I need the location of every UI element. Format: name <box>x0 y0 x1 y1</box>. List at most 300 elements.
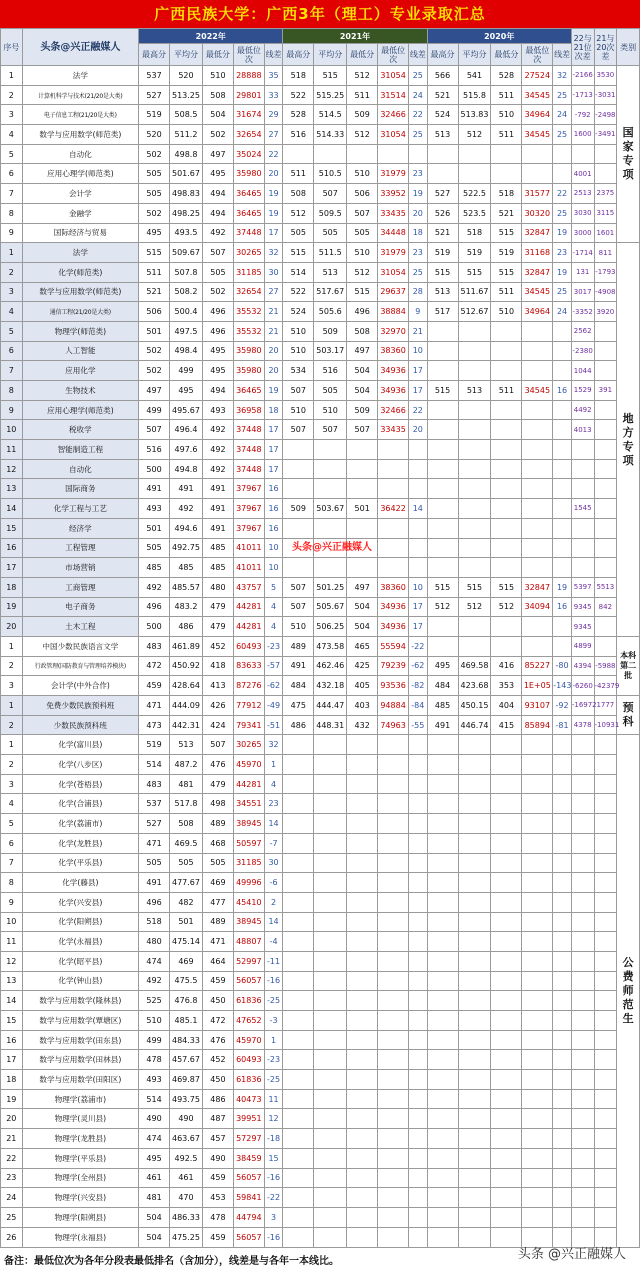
table-cell: 7 <box>1 853 23 873</box>
table-cell <box>347 833 378 853</box>
table-cell <box>409 1109 428 1129</box>
table-cell <box>571 440 594 460</box>
table-cell <box>347 971 378 991</box>
table-cell: 483 <box>139 636 170 656</box>
table-cell <box>458 636 491 656</box>
table-cell: 30265 <box>233 735 264 755</box>
table-cell <box>491 932 522 952</box>
major-name: 物理学(阳朔县) <box>22 1207 138 1227</box>
table-cell <box>522 538 553 558</box>
table-cell: 497.5 <box>170 321 203 341</box>
table-cell <box>283 1207 314 1227</box>
table-cell: 16 <box>264 499 283 519</box>
table-row <box>1 1168 640 1188</box>
table-cell: 485 <box>170 558 203 578</box>
major-name: 应用化学 <box>22 361 138 381</box>
table-cell <box>427 991 458 1011</box>
table-cell: 461 <box>139 1168 170 1188</box>
header-index: 序号 <box>1 29 23 66</box>
major-name: 数学与应用数学(师范类) <box>22 125 138 145</box>
table-row <box>1 853 640 873</box>
table-cell: 459 <box>139 676 170 696</box>
major-name: 化学(兴安县) <box>22 892 138 912</box>
table-cell <box>409 774 428 794</box>
table-cell: -49 <box>264 696 283 716</box>
table-cell: 50597 <box>233 833 264 853</box>
table-cell: 515 <box>427 577 458 597</box>
table-cell <box>458 1227 491 1247</box>
table-cell <box>594 794 617 814</box>
table-row <box>1 814 640 834</box>
table-cell: 463.67 <box>170 1129 203 1149</box>
table-cell: 528 <box>491 66 522 86</box>
table-cell <box>347 951 378 971</box>
table-cell: 484 <box>283 676 314 696</box>
table-cell: 510 <box>347 243 378 263</box>
table-cell: 479 <box>202 774 233 794</box>
table-cell: 508 <box>347 321 378 341</box>
table-cell: 461 <box>170 1168 203 1188</box>
table-cell: 495 <box>427 656 458 676</box>
table-cell: 44794 <box>233 1207 264 1227</box>
table-cell: 25 <box>553 282 572 302</box>
table-cell: 502 <box>139 341 170 361</box>
table-cell <box>491 1011 522 1031</box>
table-cell: 1 <box>1 696 23 716</box>
table-cell <box>458 735 491 755</box>
major-name: 免费少数民族预科班 <box>22 696 138 716</box>
table-cell: 20 <box>1 1109 23 1129</box>
table-cell <box>594 853 617 873</box>
table-row <box>1 1109 640 1129</box>
table-cell: 497.6 <box>170 440 203 460</box>
table-cell: 36465 <box>233 381 264 401</box>
table-cell: 479 <box>202 617 233 637</box>
table-cell: 510 <box>283 400 314 420</box>
table-cell <box>594 991 617 1011</box>
table-cell: 5 <box>1 321 23 341</box>
table-cell <box>427 1070 458 1090</box>
table-cell: 418 <box>202 656 233 676</box>
table-cell <box>491 794 522 814</box>
table-cell: 490 <box>202 1148 233 1168</box>
table-cell <box>314 440 347 460</box>
table-cell <box>553 1030 572 1050</box>
table-cell: 23 <box>409 164 428 184</box>
table-cell: 496 <box>202 321 233 341</box>
table-cell <box>314 833 347 853</box>
table-cell: 518 <box>458 223 491 243</box>
table-cell: 27 <box>264 125 283 145</box>
table-cell: 25 <box>553 203 572 223</box>
table-cell: 509.5 <box>314 203 347 223</box>
table-cell <box>491 164 522 184</box>
footer-note: 备注：最低位次为各年分段表最低排名（含加分），线差是与各年一本线比。 <box>0 1248 640 1275</box>
table-cell: 481 <box>170 774 203 794</box>
table-cell: 507 <box>314 184 347 204</box>
table-cell <box>283 853 314 873</box>
table-row <box>1 223 640 243</box>
table-cell: 471 <box>139 696 170 716</box>
table-cell <box>314 991 347 1011</box>
table-cell: 391 <box>594 381 617 401</box>
table-cell: 19 <box>1 597 23 617</box>
table-cell: 56057 <box>233 1168 264 1188</box>
table-cell: 8 <box>1 381 23 401</box>
table-cell <box>491 538 522 558</box>
table-cell <box>571 1207 594 1227</box>
table-cell <box>522 1089 553 1109</box>
table-cell: 492 <box>139 577 170 597</box>
table-cell <box>347 1188 378 1208</box>
table-cell: 811 <box>594 243 617 263</box>
table-cell: 24 <box>1 1188 23 1208</box>
table-cell <box>409 1148 428 1168</box>
table-cell: 494 <box>202 184 233 204</box>
table-cell <box>283 794 314 814</box>
table-cell: 512 <box>458 125 491 145</box>
table-cell <box>571 518 594 538</box>
table-cell: -2498 <box>594 105 617 125</box>
table-cell <box>427 321 458 341</box>
table-cell <box>458 321 491 341</box>
table-cell <box>283 1089 314 1109</box>
table-cell <box>378 459 409 479</box>
major-name: 物理学(兴安县) <box>22 1188 138 1208</box>
table-cell: 521 <box>139 282 170 302</box>
table-cell: 24 <box>409 85 428 105</box>
table-cell: 515 <box>283 243 314 263</box>
table-cell: 515 <box>458 262 491 282</box>
major-name: 电子商务 <box>22 597 138 617</box>
table-cell: 23 <box>409 243 428 263</box>
page-title: 广西民族大学：广西3年（理工）专业录取汇总 <box>0 0 640 28</box>
table-cell: 20 <box>1 617 23 637</box>
table-cell <box>553 321 572 341</box>
table-cell: 1 <box>1 636 23 656</box>
table-cell: 33435 <box>378 203 409 223</box>
table-cell: 566 <box>427 66 458 86</box>
table-cell <box>347 459 378 479</box>
table-cell <box>522 1207 553 1227</box>
table-cell <box>491 341 522 361</box>
table-cell <box>571 991 594 1011</box>
header-year-2022: 2022年 <box>139 29 283 44</box>
table-row <box>1 518 640 538</box>
table-cell: 507.8 <box>170 262 203 282</box>
table-cell <box>594 971 617 991</box>
table-cell: 432 <box>347 715 378 735</box>
table-cell: 450.15 <box>458 696 491 716</box>
table-cell <box>491 361 522 381</box>
table-cell: 34964 <box>522 302 553 322</box>
table-cell: 504 <box>202 105 233 125</box>
table-cell <box>491 912 522 932</box>
table-cell: 515 <box>491 262 522 282</box>
table-cell: 18 <box>264 400 283 420</box>
major-name: 物理学(龙胜县) <box>22 1129 138 1149</box>
table-cell <box>427 1188 458 1208</box>
table-cell: 5397 <box>571 577 594 597</box>
table-cell <box>427 1011 458 1031</box>
table-cell <box>553 1050 572 1070</box>
table-cell <box>553 1148 572 1168</box>
table-cell: 520 <box>139 125 170 145</box>
table-cell <box>409 932 428 952</box>
table-cell <box>491 1168 522 1188</box>
table-cell <box>314 1207 347 1227</box>
table-cell: 495 <box>202 164 233 184</box>
table-row <box>1 951 640 971</box>
table-cell <box>553 1168 572 1188</box>
table-cell: 16 <box>1 538 23 558</box>
table-cell: 494.6 <box>170 518 203 538</box>
table-row <box>1 381 640 401</box>
table-cell: 492 <box>202 420 233 440</box>
table-cell: 469.87 <box>170 1070 203 1090</box>
table-cell <box>522 1168 553 1188</box>
table-cell: 515 <box>491 577 522 597</box>
table-cell <box>458 440 491 460</box>
table-cell: 501 <box>139 518 170 538</box>
table-cell <box>491 951 522 971</box>
table-cell: 45970 <box>233 1030 264 1050</box>
table-cell <box>427 538 458 558</box>
table-cell <box>571 873 594 893</box>
table-cell: -16972 <box>571 696 594 716</box>
table-cell <box>427 892 458 912</box>
table-cell <box>522 794 553 814</box>
table-cell <box>283 518 314 538</box>
table-cell: 495 <box>139 1148 170 1168</box>
table-cell: 17 <box>409 381 428 401</box>
table-cell <box>409 1030 428 1050</box>
table-cell: 509 <box>314 321 347 341</box>
table-cell <box>458 144 491 164</box>
table-cell: 515 <box>314 66 347 86</box>
table-cell: 500.4 <box>170 302 203 322</box>
table-cell <box>378 1109 409 1129</box>
table-cell <box>409 971 428 991</box>
table-row <box>1 1011 640 1031</box>
table-cell <box>427 341 458 361</box>
table-cell: -3352 <box>571 302 594 322</box>
table-cell: 56057 <box>233 971 264 991</box>
table-cell: 2562 <box>571 321 594 341</box>
table-cell <box>522 341 553 361</box>
table-cell: 510 <box>283 617 314 637</box>
table-cell: 495.67 <box>170 400 203 420</box>
table-cell <box>378 774 409 794</box>
table-cell: 40473 <box>233 1089 264 1109</box>
table-cell: 14 <box>1 499 23 519</box>
table-cell: 24 <box>553 105 572 125</box>
table-cell <box>458 951 491 971</box>
table-cell <box>458 479 491 499</box>
table-cell: -5988 <box>594 656 617 676</box>
table-cell <box>594 1089 617 1109</box>
table-cell <box>594 892 617 912</box>
table-cell <box>491 1148 522 1168</box>
table-cell: 515 <box>139 243 170 263</box>
table-cell: 5 <box>1 144 23 164</box>
table-cell <box>522 1050 553 1070</box>
table-cell: 508 <box>202 85 233 105</box>
table-cell <box>491 1109 522 1129</box>
table-cell <box>427 1129 458 1149</box>
table-cell: 497 <box>347 577 378 597</box>
table-cell: 511.2 <box>170 125 203 145</box>
table-cell: 516 <box>283 125 314 145</box>
table-row <box>1 302 640 322</box>
table-cell <box>571 853 594 873</box>
table-cell: 491 <box>283 656 314 676</box>
table-cell <box>409 912 428 932</box>
table-cell: 426 <box>202 696 233 716</box>
table-cell: 3017 <box>571 282 594 302</box>
table-cell: 511 <box>139 262 170 282</box>
table-row <box>1 755 640 775</box>
table-cell <box>522 1129 553 1149</box>
header-2020-max: 最高分 <box>427 44 458 66</box>
table-row <box>1 1050 640 1070</box>
table-cell: 506 <box>347 184 378 204</box>
table-cell <box>378 1227 409 1247</box>
table-cell: 12 <box>1 459 23 479</box>
table-cell: 428.64 <box>170 676 203 696</box>
major-name: 应用心理学(师范类) <box>22 400 138 420</box>
table-cell: 3000 <box>571 223 594 243</box>
table-cell <box>594 932 617 952</box>
table-cell: 444.47 <box>314 696 347 716</box>
table-cell <box>378 1207 409 1227</box>
major-name: 物理学(荔浦市) <box>22 1089 138 1109</box>
header-2021-min: 最低分 <box>347 44 378 66</box>
table-cell: 31185 <box>233 853 264 873</box>
table-cell: 512 <box>491 597 522 617</box>
table-cell: 32654 <box>233 282 264 302</box>
table-cell: 485.57 <box>170 577 203 597</box>
table-cell <box>409 538 428 558</box>
table-cell <box>594 321 617 341</box>
table-cell <box>553 617 572 637</box>
table-cell <box>409 1089 428 1109</box>
table-cell: 509 <box>347 400 378 420</box>
table-cell: 3 <box>1 774 23 794</box>
table-cell: 461.89 <box>170 636 203 656</box>
table-cell <box>409 1070 428 1090</box>
table-cell: 17 <box>264 459 283 479</box>
table-cell: 489 <box>202 912 233 932</box>
table-cell <box>347 144 378 164</box>
table-cell <box>314 1129 347 1149</box>
table-cell <box>314 518 347 538</box>
table-cell <box>491 636 522 656</box>
table-cell <box>553 853 572 873</box>
table-cell: 17 <box>1 558 23 578</box>
table-cell: 514.33 <box>314 125 347 145</box>
table-cell <box>378 794 409 814</box>
table-cell: 484 <box>427 676 458 696</box>
table-row <box>1 912 640 932</box>
table-cell: 19 <box>553 262 572 282</box>
table-cell <box>522 1188 553 1208</box>
table-row <box>1 617 640 637</box>
table-cell: 469.5 <box>170 833 203 853</box>
table-cell <box>491 459 522 479</box>
table-cell: 501 <box>139 321 170 341</box>
table-cell <box>522 735 553 755</box>
table-cell: 504 <box>347 381 378 401</box>
table-cell: 537 <box>139 66 170 86</box>
table-cell <box>378 1089 409 1109</box>
table-cell: 489 <box>202 814 233 834</box>
table-cell: 505.6 <box>314 302 347 322</box>
table-cell <box>594 479 617 499</box>
table-cell: 508.5 <box>170 105 203 125</box>
table-cell <box>571 459 594 479</box>
table-cell: 485 <box>139 558 170 578</box>
table-row <box>1 735 640 755</box>
table-cell <box>571 1030 594 1050</box>
table-cell: 25 <box>553 125 572 145</box>
table-cell: 34936 <box>378 381 409 401</box>
table-cell: 7 <box>1 361 23 381</box>
table-cell <box>491 144 522 164</box>
table-cell <box>458 912 491 932</box>
table-cell <box>491 774 522 794</box>
major-name: 数学与应用数学(田林县) <box>22 1050 138 1070</box>
table-cell <box>594 912 617 932</box>
table-cell <box>409 1207 428 1227</box>
table-cell: 12 <box>1 951 23 971</box>
table-cell: 32 <box>264 735 283 755</box>
table-cell <box>594 1148 617 1168</box>
table-cell: 509 <box>347 105 378 125</box>
major-name: 应用心理学(师范类) <box>22 164 138 184</box>
table-cell: -1713 <box>571 85 594 105</box>
table-cell <box>347 774 378 794</box>
table-cell: 469 <box>170 951 203 971</box>
table-cell: 9 <box>409 302 428 322</box>
table-cell: 450.92 <box>170 656 203 676</box>
table-cell: 504 <box>139 1227 170 1247</box>
table-cell <box>378 755 409 775</box>
table-cell: 446.74 <box>458 715 491 735</box>
table-cell <box>491 479 522 499</box>
table-cell <box>283 1109 314 1129</box>
table-cell: 520 <box>170 66 203 86</box>
table-cell: 502 <box>139 361 170 381</box>
table-cell: 35980 <box>233 361 264 381</box>
table-cell <box>594 735 617 755</box>
table-cell: 32 <box>553 66 572 86</box>
table-cell: 2 <box>1 262 23 282</box>
table-cell: 508 <box>283 184 314 204</box>
major-name: 国际经济与贸易 <box>22 223 138 243</box>
table-cell: -10931 <box>594 715 617 735</box>
table-cell: 17 <box>409 597 428 617</box>
table-cell: 444.09 <box>170 696 203 716</box>
table-cell: 505 <box>170 853 203 873</box>
table-cell <box>594 1207 617 1227</box>
table-cell <box>283 951 314 971</box>
table-cell: 31168 <box>522 243 553 263</box>
table-cell: 448.31 <box>314 715 347 735</box>
table-cell: 2 <box>1 656 23 676</box>
table-cell <box>283 1148 314 1168</box>
table-cell <box>283 873 314 893</box>
